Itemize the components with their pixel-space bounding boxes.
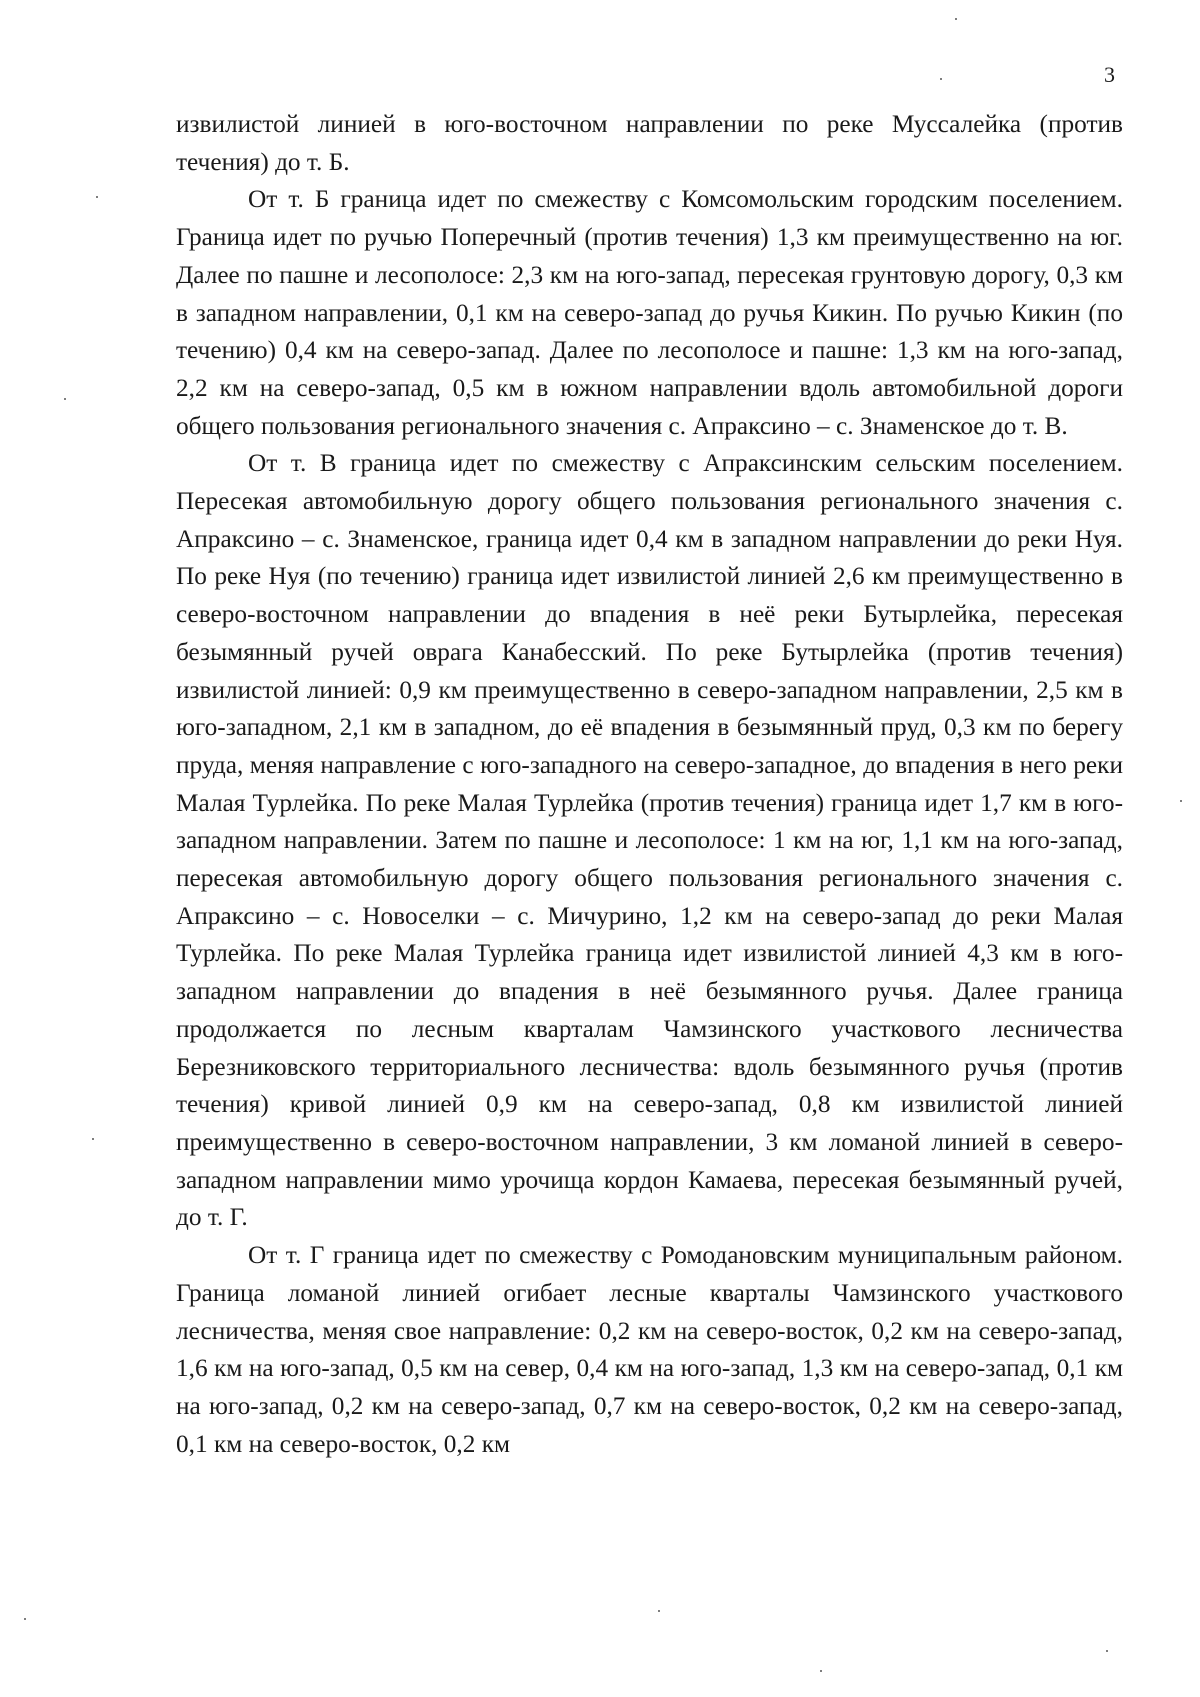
scan-speck	[820, 1670, 822, 1672]
scan-speck	[955, 18, 957, 20]
scan-speck	[1180, 800, 1182, 802]
scan-speck	[940, 78, 942, 80]
scan-speck	[92, 1138, 94, 1140]
document-body	[176, 106, 1123, 1463]
paragraph-point-b: От т. Б граница идет по смежеству с Комсомольским городским поселением. Граница идет по ручью Поперечный (против течения) 1,3 км преимущественно на юг. Далее по пашне и лесополосе: 2,3 км на юго-запад, пересекая грунтовую дорогу, 0,3 км в западном направлении, 0,1 км на северо-запад до ручья Кикин. По ручью Кикин (по течению) 0,4 км на северо-запад. Далее по лесополосе и пашне: 1,3 км на юго-запад, 2,2 км на северо-запад, 0,5 км в южном направлении вдоль автомобильной дороги общего пользования регионального значения с. Апраксино – с. Знаменское до т. В.	[176, 185, 1123, 440]
paragraph-point-v: От т. В граница идет по смежеству с Апраксинским сельским поселением. Пересекая автомобильную дорогу общего пользования регионального значения с. Апраксино – с. Знаменское, граница идет 0,4 км в западном направлении до реки Нуя. По реке Нуя (по течению) граница идет извилистой линией 2,6 км преимущественно в северо-восточном направлении до впадения в неё реки Бутырлейка, пересекая безымянный ручей оврага Канабесский. По реке Бутырлейка (против течения) извилистой линией: 0,9 км преимущественно в северо-западном направлении, 2,5 км в юго-западном, 2,1 км в западном, до её впадения в безымянный пруд, 0,3 км по берегу пруда, меняя направление с юго-западного на северо-западное, до впадения в него реки Малая Турлейка. По реке Малая Турлейка (против течения) граница идет 1,7 км в юго-западном направлении. Затем по пашне и лесополосе: 1 км на юг, 1,1 км на юго-запад, пересекая автомобильную дорогу общего пользования регионального значения с. Апраксино – с. Новоселки – с. Мичурино, 1,2 км на северо-запад до реки Малая Турлейка. По реке Малая Турлейка граница идет извилистой линией 4,3 км в юго-западном направлении до впадения в неё безымянного ручья. Далее граница продолжается по лесным кварталам Чамзинского участкового лесничества Березниковского территориального лесничества: вдоль безымянного ручья (против течения) кривой линией 0,9 км на северо-запад, 0,8 км извилистой линией преимущественно в северо-восточном направлении, 3 км ломаной линией в северо-западном направлении мимо урочища кордон Камаева, пересекая безымянный ручей, до т. Г.	[176, 449, 1123, 1232]
scan-speck	[24, 1618, 26, 1620]
scan-speck	[64, 398, 66, 400]
paragraph-continuation: извилистой линией в юго-восточном направлении по реке Муссалейка (против течения) до т. Б.	[176, 110, 1123, 176]
page-number: 3	[1104, 62, 1115, 87]
scan-speck	[1106, 1650, 1108, 1652]
scan-speck	[658, 1610, 660, 1612]
paragraph-point-g: От т. Г граница идет по смежеству с Ромодановским муниципальным районом. Граница ломаной линией огибает лесные кварталы Чамзинского участкового лесничества, меняя свое направление: 0,2 км на северо-восток, 0,2 км на северо-запад, 1,6 км на юго-запад, 0,5 км на север, 0,4 км на юго-запад, 1,3 км на северо-запад, 0,1 км на юго-запад, 0,2 км на северо-запад, 0,7 км на северо-восток, 0,2 км на северо-запад, 0,1 км на северо-восток, 0,2 км	[176, 1241, 1123, 1458]
scan-speck	[96, 196, 98, 198]
